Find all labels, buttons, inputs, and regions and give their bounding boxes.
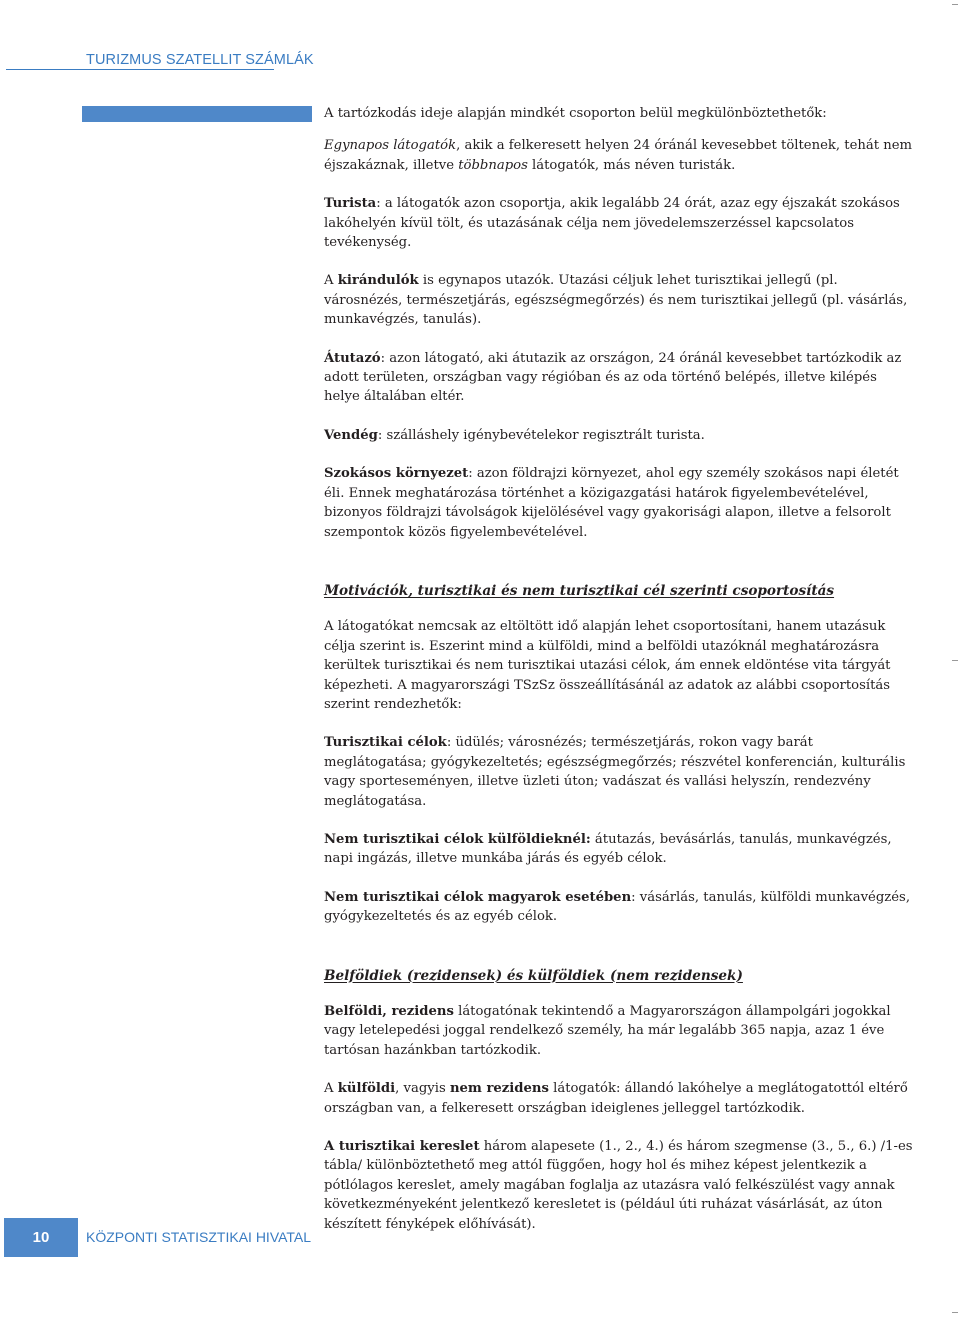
term-egynapos: Egynapos látogatók xyxy=(324,138,457,154)
crop-mark xyxy=(952,4,958,5)
definition-kirandulok: A kirándulók is egynapos utazók. Utazási céljuk lehet turisztikai jellegű (pl. városnézés, természetjárás, egészségmegőrzés) és nem turisztikai jellegű (pl. vásárlás, munkavégzés, tanulás). xyxy=(324,273,908,328)
residents-kereslet: A turisztikai kereslet három alapesete (1., 2., 4.) és három szegmense (3., 5., 6.) /1-es tábla/ különböztethető meg attól függően, hogy hol és mihez képest jelentkezik a pótlólagos kereslet, amely magában foglalja az utazásra való felkészülést vagy annak következményeként jelentkező keresletet is (például úti ruházat vásárlását, az úton készített fényképek előhívását). xyxy=(324,1139,913,1232)
term-tobbnapos: többnapos xyxy=(458,157,528,173)
definition-turista: Turista: a látogatók azon csoportja, akik legalább 24 órát, azaz egy éjszakát szokásos lakóhelyén kívül tölt, és utazásának célja nem jövedelemszerzéssel kapcsolatos tevékenység. xyxy=(324,196,900,251)
intro-lead: A tartózkodás ideje alapján mindkét csoporton belül megkülönböztethetők: xyxy=(324,106,827,121)
residents-belfoldi: Belföldi, rezidens látogatónak tekintendő a Magyarországon állampolgári jogokkal vagy letelepedési joggal rendelkező személy, ha már legalább 365 napja, azaz 1 éve tartósan hazánkban tartózkodik. xyxy=(324,1004,891,1058)
section-heading-motivation: Motivációk, turisztikai és nem turisztikai cél szerinti csoportosítás xyxy=(324,582,835,599)
running-header: TURIZMUS SZATELLIT SZÁMLÁK xyxy=(86,52,314,68)
definition-szokasos-kornyezet: Szokásos környezet: azon földrajzi környezet, ahol egy személy szokásos napi életét éli. Ennek meghatározása történhet a közigazgatási határok figyelembevételével, bizonyos földrajzi távolságok kijelölésével vagy gyakorisági alapon, illetve a felsorolt szempontok közös figyelembevételével. xyxy=(324,466,899,540)
motivation-item-turisztikai: Turisztikai célok: üdülés; városnézés; természetjárás, rokon vagy barát meglátogatása; gyógykezeltetés; egészségmegőrzés; részvétel konferencián, kulturális vagy sporteseményen, illetve üzleti úton; vadászat és vallási helyszín, rendezvény meglátogatása. xyxy=(324,735,906,809)
intro-day-visitors: Egynapos látogatók, akik a felkeresett helyen 24 óránál kevesebbet töltenek, tehát nem éjszakáznak, illetve többnapos látogatók, más néven turisták. xyxy=(324,138,913,173)
definition-vendeg: Vendég: szálláshely igénybevételekor regisztrált turista. xyxy=(324,427,705,443)
section-heading-residents: Belföldiek (rezidensek) és külföldiek (nem rezidensek) xyxy=(324,967,743,984)
motivation-item-nem-turisztikai-kulfoldi: Nem turisztikai célok külföldieknél: átutazás, bevásárlás, tanulás, munkavégzés, napi ingázás, illetve munkába járás és egyéb célok. xyxy=(324,831,892,867)
residents-kulfoldi: A külföldi, vagyis nem rezidens látogatók: állandó lakóhelye a meglátogatottól eltérő országban van, a felkeresett országban ideiglenes jelleggel tartózkodik. xyxy=(324,1081,908,1116)
crop-mark xyxy=(952,1312,958,1313)
footer-organization: KÖZPONTI STATISZTIKAI HIVATAL xyxy=(86,1229,312,1245)
header-rule xyxy=(6,69,274,70)
definition-atutazo: Átutazó: azon látogató, aki átutazik az országon, 24 óránál kevesebbet tartózkodik az adott területen, országban vagy régióban és az oda történő belépés, illetve kilépés helye általában eltér. xyxy=(324,350,902,405)
crop-mark xyxy=(952,660,958,661)
main-content xyxy=(324,104,914,1253)
motivation-item-nem-turisztikai-magyar: Nem turisztikai célok magyarok esetében: vásárlás, tanulás, külföldi munkavégzés, gyógykezeltetés és az egyéb célok. xyxy=(324,889,911,925)
motivation-body: A látogatókat nemcsak az eltöltött idő alapján lehet csoportosítani, hanem utazásuk célja szerint is. Eszerint mind a külföldi, mind a belföldi utazóknál meghatározásra kerültek turisztikai és nem turisztikai utazási célok, ám ennek eldöntése vita tárgyát képezheti. A magyarországi TSzSz összeállításánál az adatok az alábbi csoportosítás szerint rendezhetők: xyxy=(324,619,891,712)
page-number: 10 xyxy=(4,1218,78,1257)
section-marker-bar xyxy=(82,106,312,122)
